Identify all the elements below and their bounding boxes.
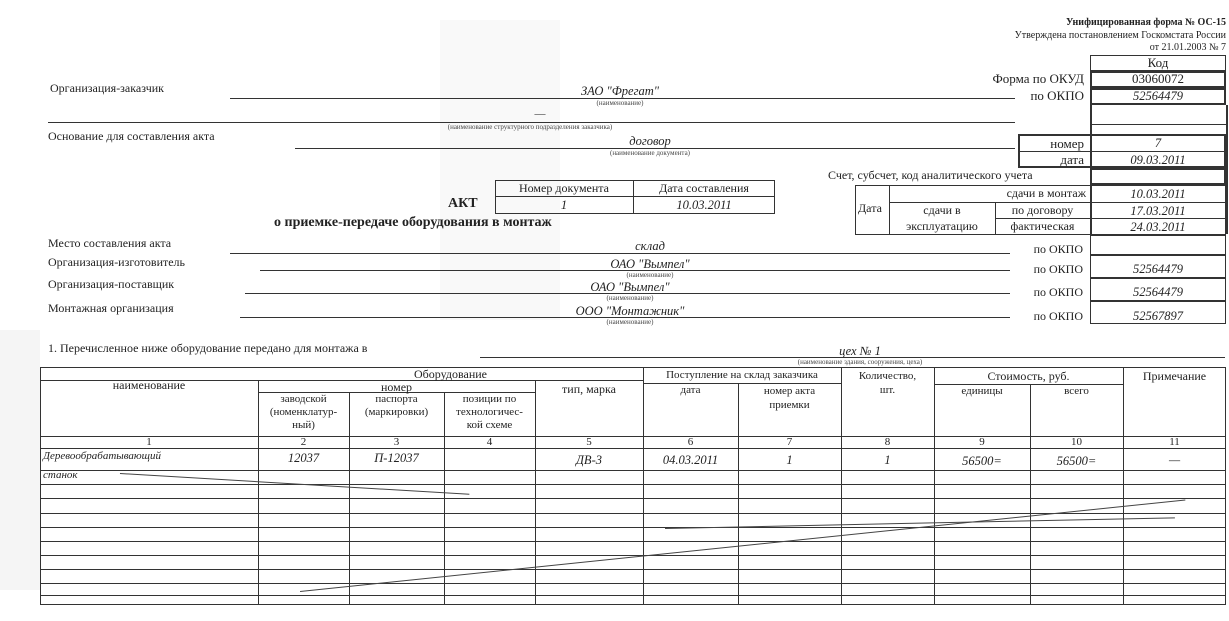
row-date: 04.03.2011 [662, 453, 719, 467]
actual-value: 24.03.2011 [1130, 220, 1186, 234]
place-okpo-label: по ОКПО [1033, 242, 1083, 256]
basis-label: Основание для составления акта [48, 129, 215, 143]
col-num-8: 8 [884, 436, 891, 448]
col-num-5: 5 [586, 436, 592, 448]
th-number: номер [380, 380, 413, 394]
table-col-divider [1030, 384, 1031, 605]
okud-value: 03060072 [1132, 71, 1184, 86]
col-num-3: 3 [393, 436, 400, 448]
akt-title: о приемке-передаче оборудования в монтаж [274, 215, 552, 230]
th-qty-l2: шт. [879, 384, 896, 396]
customer-dash: — [534, 108, 546, 120]
row-qty: 1 [884, 453, 891, 467]
handover-label: сдачи в монтаж [1006, 186, 1086, 200]
table-row-divider [40, 484, 1226, 485]
th-factory-l1: заводской [280, 393, 327, 405]
transfer-value: цех № 1 [839, 344, 881, 358]
th-total: всего [1064, 385, 1089, 397]
dates-data-word: Дата [858, 201, 882, 215]
doc-number-value: 1 [560, 198, 568, 212]
contract-date-value: 09.03.2011 [1130, 153, 1186, 167]
row-type: ДВ-3 [575, 453, 602, 467]
installer-caption: (наименование) [606, 318, 654, 326]
table-row-divider [40, 595, 1226, 596]
row-total: 56500= [1056, 454, 1097, 468]
supplier-okpo-label: по ОКПО [1033, 285, 1083, 299]
by-contract-label: по договору [1011, 203, 1074, 217]
transfer-caption: (наименование здания, сооружения, цеха) [797, 358, 923, 366]
th-passport [349, 393, 444, 419]
supplier-okpo-value: 52564479 [1133, 285, 1183, 299]
manufacturer-value: ОАО "Вымпел" [610, 257, 690, 271]
table-row-divider [40, 527, 1226, 528]
place-label: Место составления акта [48, 236, 172, 250]
handover-value: 10.03.2011 [1130, 187, 1186, 201]
contract-number-value: 7 [1154, 136, 1162, 150]
manufacturer-okpo-label: по ОКПО [1033, 262, 1083, 276]
table-row-divider [40, 448, 1226, 449]
col-num-10: 10 [1071, 436, 1082, 448]
place-value: склад [635, 239, 665, 253]
table-row-divider [40, 541, 1226, 542]
th-position-l1: позиции по [462, 393, 517, 405]
installer-okpo-value: 52567897 [1133, 309, 1183, 323]
subdivision-caption: (наименование структурного подразделения заказчика) [447, 123, 613, 131]
table-row-divider [40, 470, 1226, 471]
th-qty [841, 369, 934, 397]
customer-value: ЗАО "Фрегат" [580, 84, 659, 98]
th-equipment: Оборудование [414, 367, 487, 381]
manufacturer-okpo-value: 52564479 [1133, 262, 1183, 276]
th-qty-l1: Количество, [858, 370, 917, 382]
col-num-6: 6 [687, 436, 694, 448]
customer-caption: (наименование) [596, 99, 644, 107]
doc-number-header: Номер документа [518, 181, 610, 195]
manufacturer-caption: (наименование) [626, 271, 674, 279]
kod-label: Код [1147, 55, 1169, 70]
th-factory-l2: (номенклатур- [269, 406, 338, 418]
codes-divider [1090, 124, 1226, 125]
th-act [738, 384, 841, 412]
th-factory [258, 393, 349, 432]
col-num-9: 9 [979, 436, 985, 448]
contract-date-label: дата [1060, 152, 1084, 167]
basis-value: договор [629, 134, 671, 148]
commission-label-2: эксплуатацию [906, 219, 978, 233]
th-name: наименование [112, 378, 186, 392]
th-passport-l1: паспорта [375, 393, 418, 405]
th-factory-l3: ный) [292, 419, 315, 431]
doc-date-value: 10.03.2011 [676, 198, 732, 212]
contract-number-label: номер [1050, 136, 1084, 151]
row-passport: П-12037 [374, 451, 419, 465]
th-unit: единицы [961, 385, 1003, 397]
table-row-divider [40, 569, 1226, 570]
col-num-2: 2 [300, 436, 307, 448]
col-num-1: 1 [146, 436, 152, 448]
th-type: тип, марка [562, 382, 616, 396]
col-num-4: 4 [486, 436, 493, 448]
place-okpo-cell [1090, 235, 1226, 255]
installer-okpo-label: по ОКПО [1033, 309, 1083, 323]
th-position-l2: технологичес- [456, 406, 523, 418]
table-col-divider [535, 380, 536, 605]
supplier-label: Организация-поставщик [48, 277, 175, 291]
th-cost: Стоимость, руб. [987, 369, 1070, 383]
customer-label: Организация-заказчик [50, 81, 165, 95]
approved-line-2: от 21.01.2003 № 7 [1149, 42, 1226, 53]
th-note: Примечание [1142, 369, 1207, 383]
th-position-l3: кой схеме [466, 419, 513, 431]
akt-heading: АКТ [448, 196, 478, 211]
okpo-customer-value: 52564479 [1133, 89, 1183, 103]
row-note: — [1168, 453, 1181, 467]
th-act-l2: приемки [769, 399, 810, 411]
transfer-label: 1. Перечисленное ниже оборудование передано для монтажа в [48, 341, 368, 355]
codes-right-border [1226, 105, 1228, 234]
th-receipt: Поступление на склад заказчика [666, 369, 818, 381]
actual-label: фактическая [1010, 219, 1075, 233]
approved-line-1: Утверждена постановлением Госкомстата России [1014, 30, 1226, 41]
okpo-customer-label: по ОКПО [1030, 88, 1084, 103]
basis-caption: (наименование документа) [609, 149, 691, 157]
th-date: дата [680, 384, 701, 396]
installer-label: Монтажная организация [48, 301, 174, 315]
commission-label-1: сдачи в [923, 203, 961, 217]
col-num-7: 7 [786, 436, 793, 448]
row-name-line1: Деревообрабатывающий [43, 450, 161, 462]
table-col-divider [738, 383, 739, 605]
form-title: Унифицированная форма № ОС-15 [1066, 17, 1226, 28]
row-unit: 56500= [962, 454, 1002, 468]
doc-divider [495, 196, 775, 197]
th-passport-l2: (маркировки) [364, 406, 429, 418]
supplier-value: ОАО "Вымпел" [590, 280, 670, 294]
row-factory: 12037 [287, 451, 320, 465]
table-row-divider [40, 583, 1226, 584]
manufacturer-label: Организация-изготовитель [48, 255, 186, 269]
place-line [230, 253, 1010, 254]
scan-smudge [0, 330, 40, 590]
installer-value: ООО "Монтажник" [575, 304, 685, 318]
row-name-line2: станок [43, 469, 78, 481]
th-act-l1: номер акта [763, 385, 816, 397]
doc-date-header: Дата составления [659, 181, 749, 195]
accounts-title: Счет, субсчет, код аналитического учета [828, 168, 1033, 182]
col-num-11: 11 [1169, 436, 1180, 448]
okud-label: Форма по ОКУД [992, 71, 1084, 86]
by-contract-value: 17.03.2011 [1130, 204, 1186, 218]
row-act: 1 [786, 453, 793, 467]
table-row-divider [40, 498, 1226, 499]
supplier-caption: (наименование) [606, 294, 654, 302]
th-position [444, 393, 535, 432]
accounts-code-cell [1090, 168, 1226, 185]
